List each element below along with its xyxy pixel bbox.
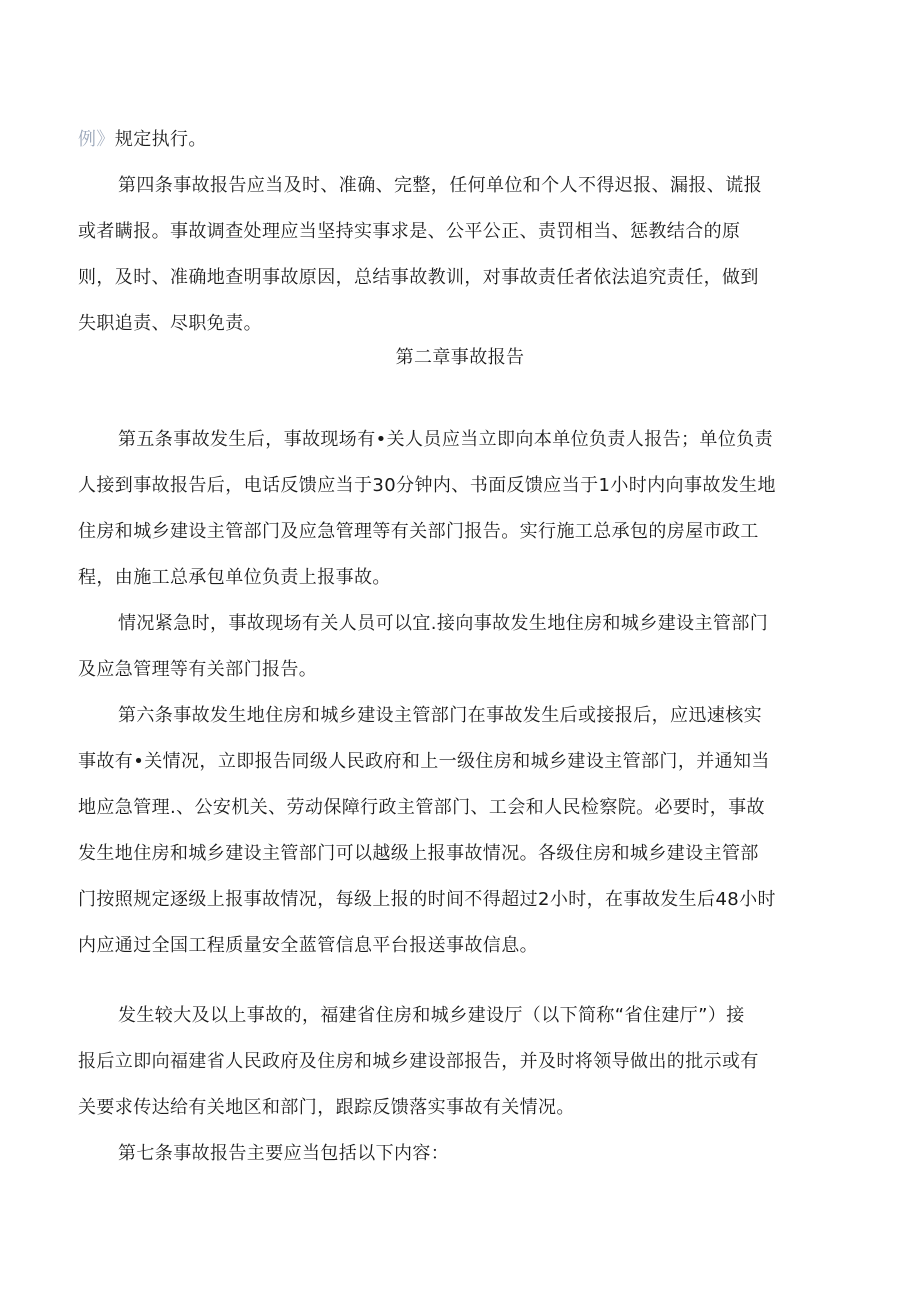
article-4-line-3: 则，及时、准确地查明事故原因，总结事故教训，对事故责任者依法追究责任，做到 [78,267,759,288]
major-accident-line-2: 报后立即向福建省人民政府及住房和城乡建设部报告，并及时将领导做出的批示或有 [78,1051,759,1072]
emergency-line-1: 情况紧急时，事故现场有关人员可以宜.接向事故发生地住房和城乡建设主管部门 [118,613,769,634]
article-6-line-6: 内应通过全国工程质量安全蓝管信息平台报送事故信息。 [78,935,538,956]
major-accident-line-3: 关要求传达给有关地区和部门，跟踪反馈落实事故有关情况。 [78,1097,575,1118]
article-6-line-5: 门按照规定逐级上报事故情况，每级上报的时间不得超过2小时，在事故发生后48小时 [78,889,776,910]
article-5-line-3: 住房和城乡建设主管部门及应急管理等有关部门报告。实行施工总承包的房屋市政工 [78,521,759,542]
article-6-line-3: 地应急管理.、公安机关、劳动保障行政主管部门、工会和人民检察院。必要时，事故 [78,797,765,818]
emergency-line-2: 及应急管理等有关部门报告。 [78,659,318,680]
article-7-line-1: 第七条事故报告主要应当包括以下内容： [118,1143,450,1164]
paragraph-continuation [78,128,207,152]
text-run: 规定执行。 [114,129,207,150]
article-5-line-2: 人接到事故报告后，电话反馈应当于30分钟内、书面反馈应当于1小时内向事故发生地 [78,475,776,496]
article-5-line-1: 第五条事故发生后，事故现场有•关人员应当立即向本单位负责人报告；单位负责 [118,429,774,450]
article-4-line-4: 失职追责、尽职免责。 [78,313,262,334]
major-accident-line-1: 发生较大及以上事故的，福建省住房和城乡建设厅（以下简称“省住建厅”）接 [118,1005,745,1026]
article-6-line-4: 发生地住房和城乡建设主管部门可以越级上报事故情况。各级住房和城乡建设主管部 [78,843,759,864]
article-5-line-4: 程，由施工总承包单位负责上报事故。 [78,567,391,588]
chapter-heading: 第二章事故报告 [395,347,525,368]
article-6-line-2: 事故有•关情况，立即报告同级人民政府和上一级住房和城乡建设主管部门，并通知当 [78,751,770,772]
article-4-line-2: 或者瞒报。事故调查处理应当坚持实事求是、公平公正、责罚相当、惩教结合的原 [78,221,741,242]
article-4-line-1: 第四条事故报告应当及时、准确、完整，任何单位和个人不得迟报、漏报、谎报 [118,175,762,196]
faded-text: 例》 [78,129,115,150]
article-6-line-1: 第六条事故发生地住房和城乡建设主管部门在事故发生后或接报后，应迅速核实 [118,705,762,726]
